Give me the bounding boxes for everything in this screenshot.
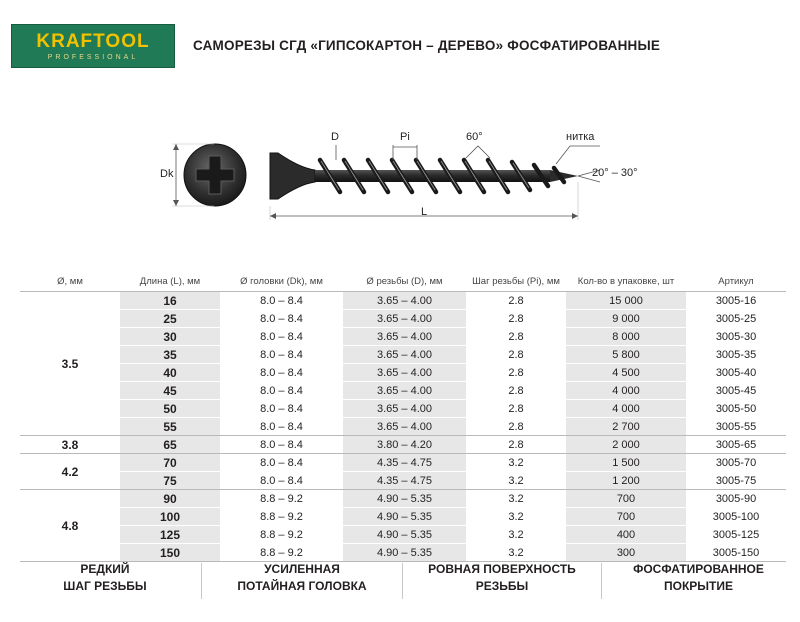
pitch-cell: 2.8 <box>466 418 566 436</box>
table-row <box>20 454 786 472</box>
sku-cell: 3005-65 <box>686 436 786 454</box>
pitch-cell: 3.2 <box>466 490 566 508</box>
diameter-cell: 3.8 <box>20 436 120 454</box>
pitch-cell: 3.2 <box>466 526 566 544</box>
feature-surface <box>402 561 602 595</box>
thread-cell: 3.65 – 4.00 <box>343 292 466 310</box>
feature-line: РЕЗЬБЫ <box>475 579 529 593</box>
feature-thread-pitch <box>5 561 205 595</box>
head-cell: 8.0 – 8.4 <box>220 436 343 454</box>
qty-cell: 8 000 <box>566 328 686 346</box>
pitch-cell: 2.8 <box>466 346 566 364</box>
dk-label: Dk <box>160 168 174 180</box>
table-row <box>20 472 786 490</box>
qty-cell: 5 800 <box>566 346 686 364</box>
thread-cell: 3.65 – 4.00 <box>343 382 466 400</box>
head-cell: 8.0 – 8.4 <box>220 454 343 472</box>
sku-cell: 3005-100 <box>686 508 786 526</box>
header-thread-diameter: Ø резьбы (D), мм <box>343 271 466 292</box>
kraftool-logo <box>11 24 175 68</box>
qty-cell: 1 200 <box>566 472 686 490</box>
head-cell: 8.8 – 9.2 <box>220 508 343 526</box>
pitch-cell: 3.2 <box>466 454 566 472</box>
screw-head-top-view <box>172 144 246 206</box>
qty-cell: 700 <box>566 490 686 508</box>
qty-cell: 4 000 <box>566 382 686 400</box>
sku-cell: 3005-16 <box>686 292 786 310</box>
header-quantity: Кол-во в упаковке, шт <box>566 271 686 292</box>
pitch-cell: 3.2 <box>466 472 566 490</box>
head-cell: 8.8 – 9.2 <box>220 526 343 544</box>
table-row <box>20 490 786 508</box>
thread-label: нитка <box>566 131 595 143</box>
table-row <box>20 310 786 328</box>
table-row <box>20 544 786 562</box>
sku-cell: 3005-90 <box>686 490 786 508</box>
qty-cell: 300 <box>566 544 686 562</box>
pitch-cell: 2.8 <box>466 292 566 310</box>
thread-cell: 3.65 – 4.00 <box>343 418 466 436</box>
feature-head <box>202 561 402 595</box>
table-row <box>20 436 786 454</box>
head-cell: 8.8 – 9.2 <box>220 544 343 562</box>
length-cell: 45 <box>120 382 220 400</box>
sku-cell: 3005-45 <box>686 382 786 400</box>
feature-line: РЕДКИЙ <box>80 562 130 576</box>
length-cell: 40 <box>120 364 220 382</box>
table-row <box>20 418 786 436</box>
thread-cell: 3.65 – 4.00 <box>343 400 466 418</box>
sku-cell: 3005-75 <box>686 472 786 490</box>
table-row <box>20 508 786 526</box>
table-row <box>20 400 786 418</box>
pitch-cell: 2.8 <box>466 436 566 454</box>
header-length: Длина (L), мм <box>120 271 220 292</box>
thread-cell: 4.90 – 5.35 <box>343 526 466 544</box>
feature-line: ШАГ РЕЗЬБЫ <box>63 579 147 593</box>
length-cell: 65 <box>120 436 220 454</box>
d-label: D <box>331 131 339 143</box>
length-cell: 100 <box>120 508 220 526</box>
length-cell: 125 <box>120 526 220 544</box>
sku-cell: 3005-40 <box>686 364 786 382</box>
head-cell: 8.0 – 8.4 <box>220 292 343 310</box>
table-header-row <box>20 271 786 292</box>
qty-cell: 1 500 <box>566 454 686 472</box>
sku-cell: 3005-25 <box>686 310 786 328</box>
table-row <box>20 526 786 544</box>
thread-cell: 3.65 – 4.00 <box>343 346 466 364</box>
thread-cell: 4.90 – 5.35 <box>343 490 466 508</box>
head-cell: 8.0 – 8.4 <box>220 328 343 346</box>
sku-cell: 3005-35 <box>686 346 786 364</box>
feature-line: РОВНАЯ ПОВЕРХНОСТЬ <box>428 562 576 576</box>
table-row <box>20 328 786 346</box>
thread-cell: 4.90 – 5.35 <box>343 508 466 526</box>
header-head-diameter: Ø головки (Dk), мм <box>220 271 343 292</box>
feature-line: УСИЛЕННАЯ <box>264 562 340 576</box>
pitch-cell: 3.2 <box>466 508 566 526</box>
qty-cell: 4 000 <box>566 400 686 418</box>
header-diameter: Ø, мм <box>20 271 120 292</box>
head-cell: 8.0 – 8.4 <box>220 418 343 436</box>
length-label: L <box>421 206 428 218</box>
table-row <box>20 364 786 382</box>
thread-cell: 4.35 – 4.75 <box>343 454 466 472</box>
pitch-cell: 2.8 <box>466 382 566 400</box>
table-row <box>20 292 786 310</box>
length-cell: 50 <box>120 400 220 418</box>
sku-cell: 3005-55 <box>686 418 786 436</box>
header-sku: Артикул <box>686 271 786 292</box>
screw-side-view <box>270 145 600 220</box>
qty-cell: 400 <box>566 526 686 544</box>
feature-coating <box>601 561 796 595</box>
head-cell: 8.8 – 9.2 <box>220 490 343 508</box>
head-cell: 8.0 – 8.4 <box>220 472 343 490</box>
qty-cell: 2 000 <box>566 436 686 454</box>
tip-angle-label: 20° – 30° <box>592 167 638 179</box>
diameter-cell: 4.8 <box>20 490 120 562</box>
logo-text: KRAFTOOL <box>36 31 150 52</box>
table-row <box>20 346 786 364</box>
length-cell: 55 <box>120 418 220 436</box>
qty-cell: 15 000 <box>566 292 686 310</box>
feature-line: ПОТАЙНАЯ ГОЛОВКА <box>237 579 367 593</box>
diameter-cell: 3.5 <box>20 292 120 436</box>
table-row <box>20 382 786 400</box>
qty-cell: 4 500 <box>566 364 686 382</box>
head-cell: 8.0 – 8.4 <box>220 310 343 328</box>
page-title: САМОРЕЗЫ СГД «ГИПСОКАРТОН – ДЕРЕВО» ФОСФАТИРОВАННЫЕ <box>193 38 661 53</box>
head-cell: 8.0 – 8.4 <box>220 364 343 382</box>
sku-cell: 3005-125 <box>686 526 786 544</box>
thread-cell: 4.35 – 4.75 <box>343 472 466 490</box>
pitch-cell: 2.8 <box>466 310 566 328</box>
sku-cell: 3005-30 <box>686 328 786 346</box>
head-cell: 8.0 – 8.4 <box>220 346 343 364</box>
features-row <box>0 561 800 601</box>
logo-subtitle: PROFESSIONAL <box>47 54 139 61</box>
length-cell: 75 <box>120 472 220 490</box>
pitch-cell: 2.8 <box>466 400 566 418</box>
specs-table <box>20 271 786 562</box>
sku-cell: 3005-150 <box>686 544 786 562</box>
pitch-cell: 3.2 <box>466 544 566 562</box>
thread-cell: 3.65 – 4.00 <box>343 310 466 328</box>
thread-cell: 3.65 – 4.00 <box>343 364 466 382</box>
pi-label: Pi <box>400 131 410 143</box>
header-pitch: Шаг резьбы (Pi), мм <box>466 271 566 292</box>
sku-cell: 3005-70 <box>686 454 786 472</box>
diameter-cell: 4.2 <box>20 454 120 490</box>
length-cell: 70 <box>120 454 220 472</box>
feature-line: ФОСФАТИРОВАННОЕ <box>633 562 764 576</box>
length-cell: 90 <box>120 490 220 508</box>
head-cell: 8.0 – 8.4 <box>220 382 343 400</box>
qty-cell: 700 <box>566 508 686 526</box>
pitch-cell: 2.8 <box>466 364 566 382</box>
angle-label: 60° <box>466 131 483 143</box>
qty-cell: 9 000 <box>566 310 686 328</box>
length-cell: 35 <box>120 346 220 364</box>
length-cell: 30 <box>120 328 220 346</box>
head-cell: 8.0 – 8.4 <box>220 400 343 418</box>
thread-cell: 3.65 – 4.00 <box>343 328 466 346</box>
feature-line: ПОКРЫТИЕ <box>664 579 733 593</box>
qty-cell: 2 700 <box>566 418 686 436</box>
length-cell: 150 <box>120 544 220 562</box>
pitch-cell: 2.8 <box>466 328 566 346</box>
length-cell: 25 <box>120 310 220 328</box>
thread-cell: 4.90 – 5.35 <box>343 544 466 562</box>
thread-cell: 3.80 – 4.20 <box>343 436 466 454</box>
sku-cell: 3005-50 <box>686 400 786 418</box>
length-cell: 16 <box>120 292 220 310</box>
